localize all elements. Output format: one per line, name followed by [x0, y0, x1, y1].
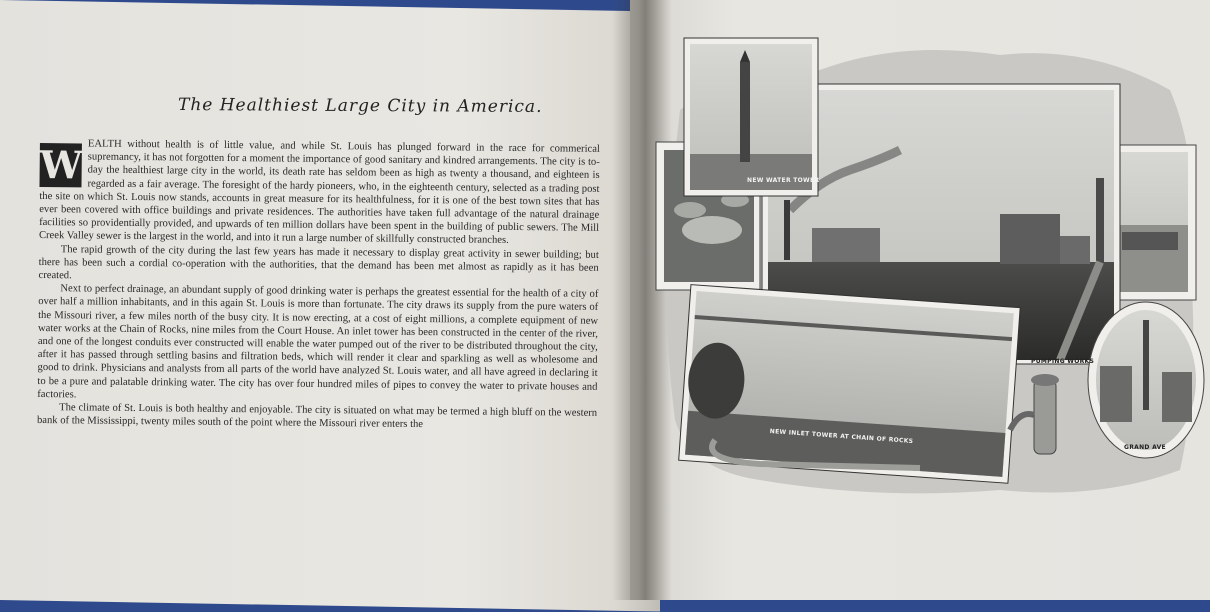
- paragraph-3: Next to perfect drainage, an abundant supply of good drinking water is perhaps the greatest essential for the health of a city of over half a million inhabitants, and in this again St. Louis is more than fortunate. The city draws its supply from the pure waters of the Missouri river, a few miles north of the busy city. It is now erecting, at a cost of eight millions, a complete equipment of new water works at the Chain of Rocks, nine miles from the Court House. An inlet tower has been constructed in the center of the river, and one of the longest conduits ever constructed will enable the water pumped out of the river to be distributed throughout the city, after it has passed through settling basins and filtration beds, which will render it clear and sparkling as well as wholesome and good to drink. Physicians and analysts from all parts of the world have analyzed St. Louis water, and all have agreed in declaring it to be a pure and palatable drinking water. The city has over four hundred miles of pipes to convey the water to private houses and factories.: [37, 283, 599, 401]
- drop-cap: W: [39, 141, 83, 188]
- page-title: The Healthiest Large City in America.: [177, 95, 543, 117]
- paragraph-2: The rapid growth of the city during the last few years has made it necessary to display great activity in sewer building; but there has been such a cordial co-operation with the authorities, that the demand has been met almost as rapidly as it has been created.: [38, 243, 599, 282]
- side-building-photo: [1112, 145, 1196, 300]
- caption-inlet-tower: NEW INLET TOWER AT CHAIN OF ROCKS: [769, 428, 914, 446]
- caption-pumping-works: PUMPING WORKS: [1031, 358, 1095, 365]
- water-tower-photo: [684, 38, 818, 196]
- oval-street-photo: [1088, 302, 1204, 458]
- paragraph-4: The climate of St. Louis is both healthy and enjoyable. The city is situated on what may be termed a high bluff on the western bank of the Mississippi, twenty miles south of the point where the Missouri river enters the: [36, 402, 598, 431]
- inlet-tower-photo: [679, 285, 1020, 484]
- paragraph-1: EALTH without health is of little value, and while St. Louis has plunged forward in the race for commerical supremancy, it has not forgotten for a moment the importance of good sanitary and kindred arrangements. The city is to-day the healthiest large city in the world, its death rate has seldom been as high as twenty a thousand, and eighteen is regarded as a fair average. The foresight of the hardy pioneers, who, in the eighteenth century, selected as a trading post the site on which St. Louis now stands, accounts in great measure for its healthfulness, for it is one of the best town sites that has ever been covered with office buildings and private residences. The authorities have taken full advantage of the natural drainage facilities so providentially provided, and upwards of ten million dollars have been spent in the building of public sewers. The Mill Creek Valley sewer is the largest in the world, and into it run a large number of skillfully constructed branches.: [38, 138, 600, 247]
- caption-oval: GRAND AVE: [1124, 444, 1166, 451]
- caption-water-tower: NEW WATER TOWER: [747, 177, 820, 184]
